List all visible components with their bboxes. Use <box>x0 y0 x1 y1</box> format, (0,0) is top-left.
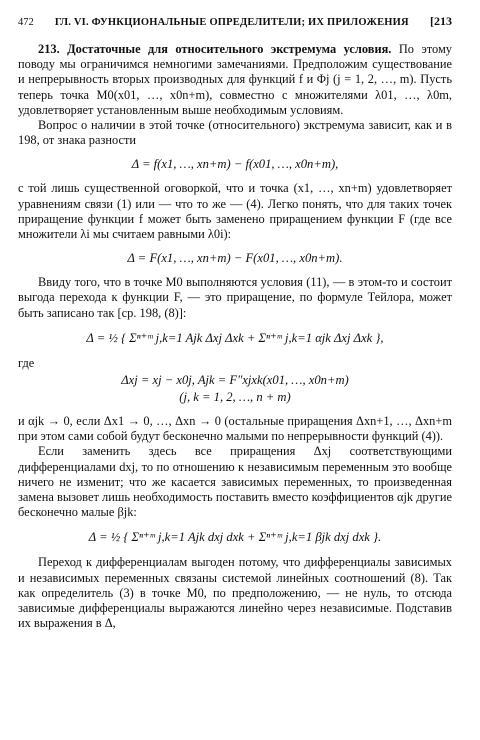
paragraph-4: Ввиду того, что в точке M0 выполняются условия (11), — в этом-то и состоит выгода перехода к функции F, — это приращение, по формуле Тейлора, может быть записано так [ср. 198, (8)]: <box>18 275 452 320</box>
formula-taylor: Δ = ½ { Σⁿ⁺ᵐ j,k=1 Ajk Δxj Δxk + Σⁿ⁺ᵐ j,k=1 αjk Δxj Δxk }, <box>86 330 384 345</box>
section-heading: Достаточные для относительного экстремума условия. <box>67 42 392 56</box>
running-header <box>18 14 452 29</box>
formula-differentials: Δ = ½ { Σⁿ⁺ᵐ j,k=1 Ajk dxj dxk + Σⁿ⁺ᵐ j,k=1 βjk dxj dxk }. <box>88 530 382 545</box>
paragraph-3: с той лишь существенной оговоркой, что и точка (x1, …, xn+m) удовлетворяет уравнениям связи (1) или — что то же — (4). Легко понять, что для таких точек приращение функции f может быть заменено приращением функции F (где все множители λi мы считаем равными λ0i): <box>18 181 452 242</box>
paragraph-6: и αjk → 0, если Δx1 → 0, …, Δxn → 0 (остальные приращения Δxn+1, …, Δxn+m при этом сами собой будут бесконечно малыми по непрерывности функций (4)). <box>18 414 452 444</box>
formula-delta-F: Δ = F(x1, …, xn+m) − F(x01, …, x0n+m). <box>127 251 343 266</box>
page-number: 472 <box>18 17 34 28</box>
paragraph-7: Если заменить здесь все приращения Δxj соответствующими дифференциалами dxj, то по отношению к независимым переменным это вообще ничего не изменит; что же касается зависимых переменных, то произведенная замена вызовет лишь необходимость поставить вместо коэффициентов αjk другие бесконечно малые βjk: <box>18 444 452 520</box>
paragraph-8: Переход к дифференциалам выгоден потому, что дифференциалы зависимых и независимых переменных связаны системой линейных соотношений (8). Так как определитель (3) в точке M0, по предположению, — не нуль, то отсюда зависимые дифференциалы выражаются линейно через независимые. Подставив их выражения в Δ, <box>18 555 452 631</box>
formula-delta-f: Δ = f(x1, …, xn+m) − f(x01, …, x0n+m), <box>131 157 339 172</box>
running-title: ГЛ. VI. ФУНКЦИОНАЛЬНЫЕ ОПРЕДЕЛИТЕЛИ; ИХ ПРИЛОЖЕНИЯ <box>54 17 409 28</box>
paragraph-1 <box>18 42 452 118</box>
section-number: 213. <box>38 42 60 56</box>
section-mark: [213 <box>429 14 452 28</box>
formula-index-range: (j, k = 1, 2, …, n + m) <box>179 390 291 405</box>
formula-definitions: Δxj = xj − x0j, Ajk = F″xjxk(x01, …, x0n+m) <box>121 373 349 388</box>
paragraph-1-text: По этому поводу мы ограничимся немногими замечаниями. Предположим существование и непрерывность вторых производных для функций f и Φj (j = 1, 2, …, m). Пусть теперь точка M0(x01, …, x0n+m), совместно с множителями λ01, …, λ0m, удовлетворяет установленным выше необходимым условиям. <box>18 42 453 117</box>
paragraph-where: где <box>18 355 35 370</box>
paragraph-2: Вопрос о наличии в этой точке (относительного) экстремума зависит, как и в 198, от знака разности <box>18 118 452 148</box>
